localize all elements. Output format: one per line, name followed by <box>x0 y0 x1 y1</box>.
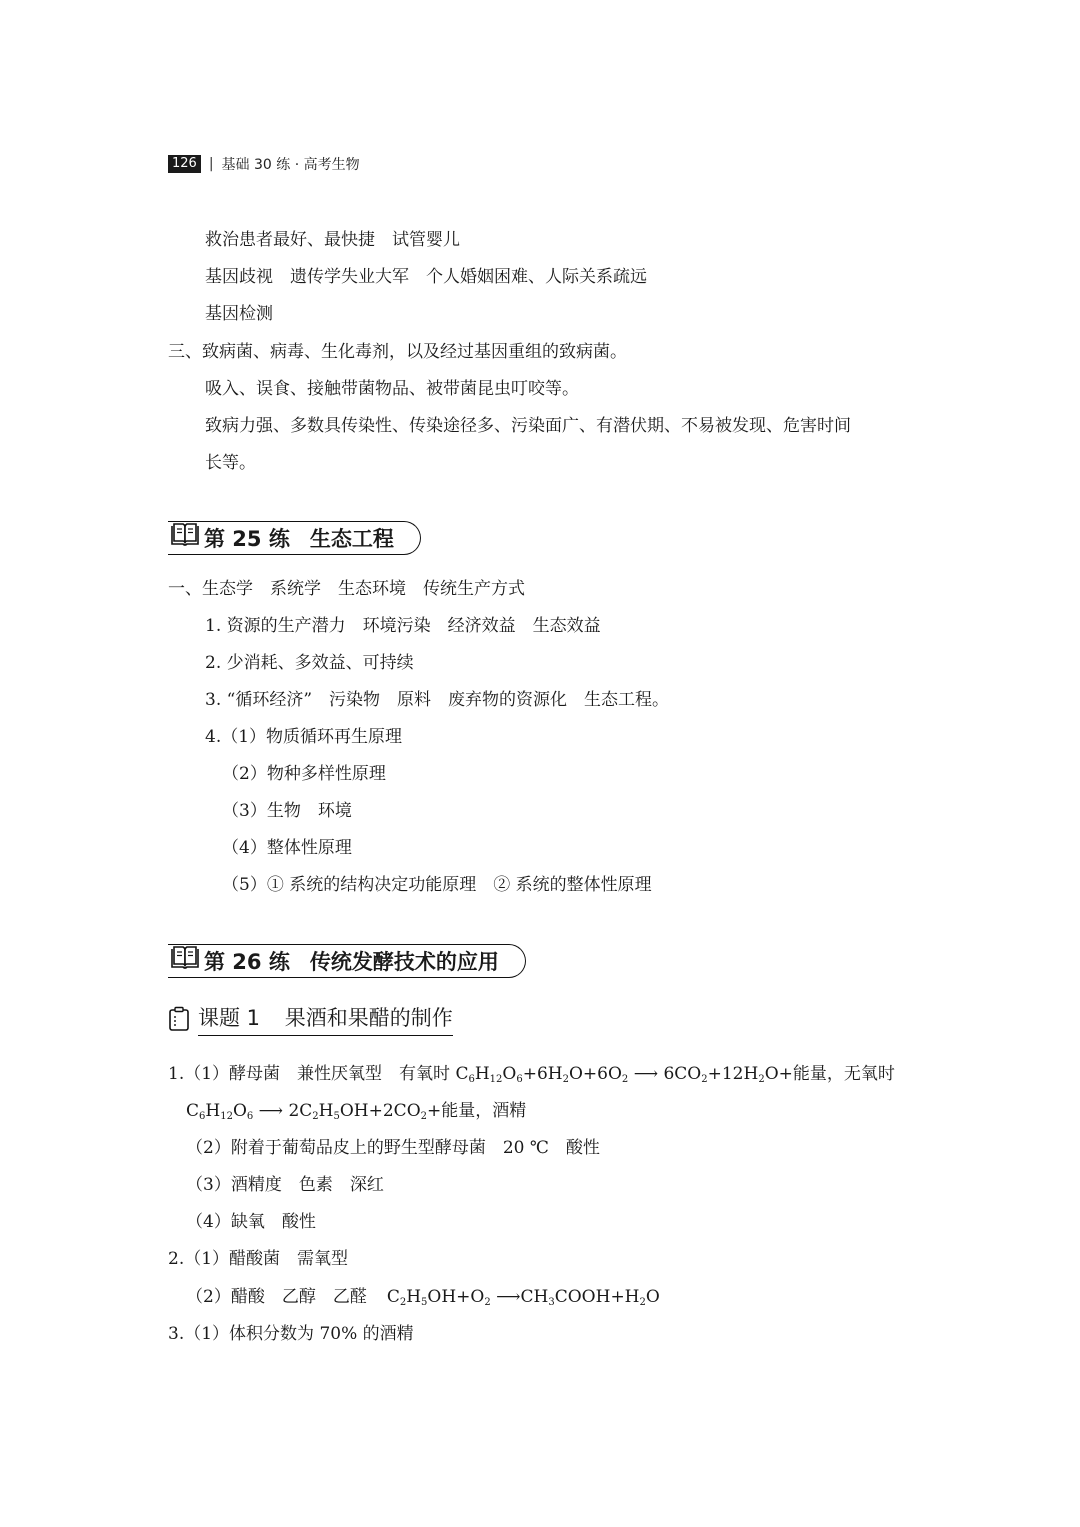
answer-line: （3）生物 环境 <box>222 801 352 821</box>
answer-line: 1. 资源的生产潜力 环境污染 经济效益 生态效益 <box>205 616 601 636</box>
answer-text: +能量，酒精 <box>427 1101 527 1121</box>
answer-line-1 <box>168 1062 895 1086</box>
answer-line: 三、致病菌、病毒、生化毒剂，以及经过基因重组的致病菌。 <box>168 342 627 362</box>
answer-line: 救治患者最好、最快捷 试管婴儿 <box>205 230 460 250</box>
section-title: 生态工程 <box>309 527 394 551</box>
answer-line-2 <box>186 1099 526 1123</box>
page-header <box>168 153 360 175</box>
answer-line: （5）① 系统的结构决定功能原理 ② 系统的整体性原理 <box>222 875 652 895</box>
answer-line-7 <box>186 1285 660 1309</box>
answer-line: 长等。 <box>205 453 256 473</box>
clipboard-icon <box>168 1006 190 1032</box>
answer-line: 4.（1）物质循环再生原理 <box>205 727 403 747</box>
section-heading-pill <box>168 521 421 555</box>
page-number: 126 <box>168 155 201 173</box>
section-heading-pill <box>168 944 526 978</box>
topic-number: 课题 1 <box>198 1006 261 1030</box>
answer-line: 2. 少消耗、多效益、可持续 <box>205 653 414 673</box>
answer-line: 一、生态学 系统学 生态环境 传统生产方式 <box>168 579 525 599</box>
answer-line: 基因检测 <box>205 304 273 324</box>
section-26-heading <box>168 943 526 979</box>
topic-title: 果酒和果醋的制作 <box>284 1006 453 1030</box>
answer-line: 2.（1）醋酸菌 需氧型 <box>168 1249 349 1269</box>
section-number: 第 25 练 <box>204 527 290 551</box>
topic-1-heading <box>168 1002 453 1036</box>
answer-text: 1.（1）酵母菌 兼性厌氧型 有氧时 <box>168 1064 451 1084</box>
section-25-heading <box>168 520 421 556</box>
answer-line: （4）整体性原理 <box>222 838 352 858</box>
answer-line: 3.（1）体积分数为 70% 的酒精 <box>168 1324 414 1344</box>
section-title: 传统发酵技术的应用 <box>309 950 499 974</box>
answer-text: （2）醋酸 乙醇 乙醛 <box>186 1287 367 1307</box>
answer-line: 3. “循环经济” 污染物 原料 废弃物的资源化 生态工程。 <box>205 690 670 710</box>
answer-line: 致病力强、多数具传染性、传染途径多、污染面广、有潜伏期、不易被发现、危害时间 <box>205 416 851 436</box>
equation-aerobic: $C_6H_{12}O_6+6H_2O+6O_2$ ⟶ $6CO_2+12H_2O$ <box>455 1064 779 1085</box>
answer-line: （2）附着于葡萄品皮上的野生型酵母菌 20 ℃ 酸性 <box>186 1138 600 1158</box>
header-separator: | <box>208 156 214 172</box>
answer-line: 基因歧视 遗传学失业大军 个人婚姻困难、人际关系疏远 <box>205 267 647 287</box>
answer-line: 吸入、误食、接触带菌物品、被带菌昆虫叮咬等。 <box>205 379 579 399</box>
answer-line: （4）缺氧 酸性 <box>186 1212 316 1232</box>
topic-label <box>198 1002 453 1036</box>
answer-line: （2）物种多样性原理 <box>222 764 386 784</box>
equation-acetic: $C_2H_5OH+O_2$ $⟶CH_3COOH+H_2O$ <box>386 1287 660 1308</box>
answer-text: +能量，无氧时 <box>778 1064 895 1084</box>
book-icon <box>170 520 200 550</box>
answer-line: （3）酒精度 色素 深红 <box>186 1175 384 1195</box>
section-number: 第 26 练 <box>204 950 290 974</box>
book-icon <box>170 943 200 973</box>
equation-anaerobic: $C_6H_{12}O_6$ ⟶ $2C_2H_5OH+2CO_2$ <box>186 1101 428 1122</box>
book-title: 基础 30 练 · 高考生物 <box>221 157 360 173</box>
